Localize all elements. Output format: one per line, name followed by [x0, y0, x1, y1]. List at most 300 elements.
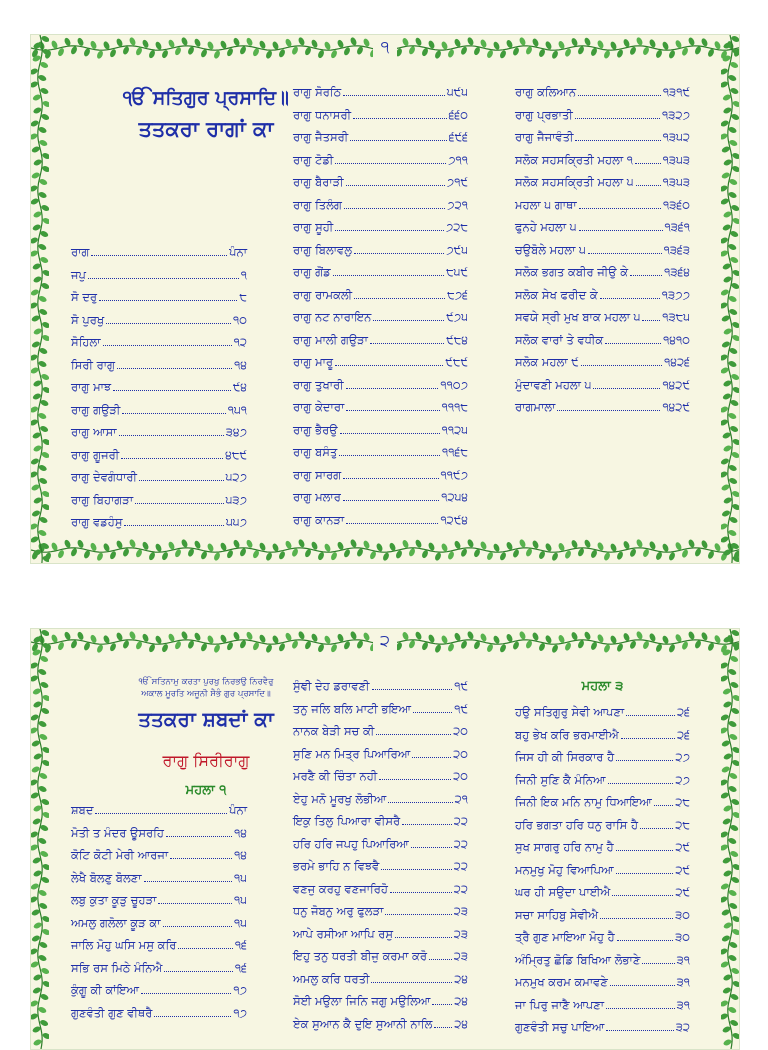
dot-leader [579, 230, 663, 231]
dot-leader [640, 828, 673, 829]
entry-title: ਸਲੋਕ ਸੇਖ ਫਰੀਦ ਕੇ [515, 287, 598, 302]
entry-title: ਹਉ ਸਤਿਗੁਰੁ ਸੇਵੀ ਆਪਣਾ [515, 705, 625, 719]
index-entry [293, 169, 468, 189]
entry-title: ਰਾਗੁ ਕਾਨੜਾ [293, 512, 345, 527]
index-entry [293, 259, 468, 279]
entry-page: ੧੦ [233, 312, 247, 327]
index-entry [293, 304, 468, 324]
dot-leader [429, 959, 452, 960]
dot-leader [178, 948, 233, 949]
index-entry [293, 853, 468, 873]
dot-leader [170, 858, 232, 859]
entry-title: ਧਨੁ ਜੋਬਨੁ ਅਰੁ ਫੁਲੜਾ [293, 904, 384, 918]
entry-page: ੩੦ [675, 930, 690, 944]
dot-leader [600, 298, 660, 299]
entry-page: ੭੨੮ [445, 220, 468, 234]
dot-leader [354, 298, 445, 299]
dot-leader [434, 1027, 452, 1028]
dot-leader [371, 982, 452, 983]
entry-title: ਸਲੋਕ ਮਹਲਾ ੯ [515, 355, 579, 369]
dot-leader [95, 813, 227, 814]
entry-title: ਅਮਲੁ ਗਲੋਲਾ ਕੂੜ ਕਾ [71, 915, 161, 930]
entry-page: ੮੫੯ [446, 265, 468, 279]
dot-leader [588, 253, 662, 254]
entry-page: ੧੫ [233, 893, 247, 907]
entry-title: ਰਾਗੁ ਪ੍ਰਭਾਤੀ [515, 107, 573, 122]
dot-leader [344, 208, 445, 209]
dot-leader [339, 455, 440, 456]
entry-title: ਰਾਗੁ ਮਾਲੀ ਗਉੜਾ [293, 332, 368, 347]
index-entry [515, 147, 690, 167]
entry-page: ੫੨੭ [225, 470, 247, 484]
entry-title: ਸ਼ਬਦ [71, 803, 94, 817]
mahala-heading-1: ਮਹਲਾ ੧ [185, 783, 227, 798]
dot-leader [335, 230, 444, 231]
entry-page: ੧੪੧੦ [663, 332, 690, 347]
dot-leader [579, 208, 661, 209]
entry-page: ੧੩੬੧ [664, 220, 690, 234]
index-entry [293, 282, 468, 302]
index-entry [515, 789, 690, 809]
dot-leader [402, 824, 452, 825]
entry-page: ੫੩੭ [225, 492, 247, 507]
page-number: ੧ [380, 37, 390, 56]
index-entry [515, 992, 690, 1012]
dot-leader [395, 937, 452, 938]
entry-title: ਸੁੰਞੀ ਦੇਹ ਡਰਾਵਣੀ [293, 679, 370, 693]
index-entry [71, 442, 247, 462]
index-entry [71, 419, 247, 439]
vine-border-icon [721, 35, 739, 563]
dot-leader [373, 320, 444, 321]
entry-page: ੧੬ [234, 938, 247, 952]
dot-leader [139, 480, 224, 481]
entry-title: ਰਾਗੁ ਗੂਜਰੀ [71, 447, 120, 462]
index-entry [515, 237, 690, 257]
entry-page: ੭੧੧ [448, 152, 468, 167]
entry-title: ਰਾਗੁ ਗਉੜੀ [71, 402, 121, 417]
entry-page: ੧੩੬੦ [663, 197, 690, 212]
entry-page: ੧੪੨੯ [662, 377, 690, 392]
entry-page: ੨੮ [675, 795, 690, 809]
entry-page: ੫੯੫ [446, 85, 468, 99]
dot-leader [353, 118, 447, 119]
dot-leader [575, 118, 660, 119]
mool-mantar-line-2: ਅਕਾਲ ਮੂਰਤਿ ਅਜੂਨੀ ਸੈਭੰ ਗੁਰ ਪ੍ਰਸਾਦਿ॥ [141, 689, 271, 699]
index-entry [293, 696, 468, 716]
dot-leader [346, 185, 445, 186]
index-entry [71, 865, 247, 885]
entry-page: ੧੩੧੯ [662, 85, 690, 99]
dot-leader [617, 940, 673, 941]
entry-title: ਮਨਮੁਖੁ ਮੋਹੁ ਵਿਆਪਿਆ [515, 862, 614, 877]
entry-title: ਤਨੁ ਜਲਿ ਬਲਿ ਮਾਟੀ ਭਇਆ [293, 701, 412, 716]
dot-leader [372, 689, 453, 690]
entry-page: ੧੯ [454, 701, 468, 716]
entry-page: ੯੮੯ [445, 355, 468, 369]
index-entry [71, 910, 247, 930]
dot-leader [106, 323, 231, 324]
dot-leader [379, 779, 451, 780]
index-entry [515, 304, 690, 324]
dot-leader [630, 275, 662, 276]
entry-title: ਸਿਰੀ ਰਾਗੁ [71, 357, 116, 372]
entry-page: ੧੫ [233, 915, 247, 930]
dot-leader [335, 163, 446, 164]
dot-leader [346, 410, 439, 411]
entry-page: ੧੪੨੬ [664, 355, 690, 369]
entry-page: ੨੩ [453, 949, 468, 963]
entry-title: ਅੰਮ੍ਰਿਤੁ ਛੋਡਿ ਬਿਖਿਆ ਲੋਭਾਣੇ [515, 952, 641, 967]
dot-leader [636, 185, 661, 186]
dot-leader [616, 760, 673, 761]
dot-leader [412, 757, 451, 758]
entry-title: ਰਾਗੁ ਟੋਡੀ [293, 152, 334, 167]
entry-page: ੧੩੫੩ [662, 152, 690, 167]
entry-page: ੬੯੬ [448, 130, 468, 144]
dot-leader [616, 873, 674, 874]
index-entry [515, 124, 690, 144]
mool-mantar-line-1: ੴ ਸਤਿਨਾਮੁ ਕਰਤਾ ਪੁਰਖੁ ਨਿਰਭਉ ਨਿਰਵੈਰੁ [138, 677, 274, 687]
entry-title: ਸੁਖ ਸਾਗਰੁ ਹਰਿ ਨਾਮੁ ਹੈ [515, 840, 614, 854]
index-entry [293, 237, 468, 257]
entry-page: ੭੨੧ [447, 197, 468, 212]
entry-title: ਮਨਮੁਖ ਕਰਮ ਕਮਾਵਣੇ [515, 975, 608, 989]
entry-page: ੨੨ [453, 836, 468, 851]
entry-title: ਸੋਹਿਲਾ [71, 335, 101, 349]
entry-title: ਏਹੁ ਮਨੋ ਮੂਰਖੁ ਲੋਭੀਆ [293, 791, 387, 806]
index-entry [515, 1014, 690, 1034]
entry-title: ਰਾਗੁ ਧਨਾਸਰੀ [293, 107, 352, 122]
entry-title: ਮਰਣੈ ਕੀ ਚਿੰਤਾ ਨਹੀ [293, 769, 378, 783]
entry-title: ਇਕੁ ਤਿਲੁ ਪਿਆਰਾ ਵੀਸਰੈ [293, 814, 401, 828]
dot-leader [121, 458, 223, 459]
vine-border-icon [31, 35, 49, 563]
dot-leader [340, 433, 440, 434]
index-entry [515, 394, 690, 414]
page-title: ਤਤਕਰਾ ਸ਼ਬਦਾਂ ਕਾ [138, 707, 274, 731]
entry-title: ਰਾਗੁ ਮਲਾਰ [293, 490, 341, 504]
entry-page: ੧੧੯੭ [440, 467, 468, 482]
entry-title: ਜਿਨੀ ਇਕ ਮਨਿ ਨਾਮੁ ਧਿਆਇਆ [515, 795, 652, 809]
index-entry [71, 842, 247, 862]
entry-title: ਰਾਗਮਾਲਾ [515, 400, 556, 414]
entry-page: ੮ [239, 290, 247, 304]
entry-page: ੧੪ [234, 825, 247, 840]
index-entry [71, 932, 247, 952]
entry-page: ੧੨ [233, 335, 247, 349]
dot-leader [642, 963, 674, 964]
dot-leader [390, 892, 452, 893]
entry-page: ੧੪ [234, 357, 247, 372]
entry-page: ੬੬੦ [448, 107, 468, 122]
entry-page: ੮੭੬ [447, 287, 468, 302]
entry-title: ਹਰਿ ਹਰਿ ਜਪਹੁ ਪਿਆਰਿਆ [293, 836, 409, 851]
entry-page: ਪੰਨਾ [229, 245, 247, 259]
entry-page: ੪੮੯ [225, 447, 247, 462]
entry-page: ੧੭ [233, 983, 247, 997]
entry-title: ਰਾਗੁ ਸੂਹੀ [293, 220, 334, 234]
index-entry [293, 988, 468, 1008]
entry-page: ੨੩ [453, 904, 468, 918]
index-entry [71, 239, 247, 259]
index-entry [293, 349, 468, 369]
entry-title: ਸਲੋਕ ਭਗਤ ਕਬੀਰ ਜੀਉ ਕੇ [515, 265, 629, 279]
entry-page: ੨੪ [454, 971, 468, 986]
index-entry [293, 808, 468, 828]
entry-title: ਭਰਮੇ ਭਾਹਿ ਨ ਵਿਝਵੈ [293, 859, 380, 873]
dot-leader [119, 435, 224, 436]
index-entry [515, 79, 690, 99]
entry-title: ਜਿਨੀ ਸੁਣਿ ਕੈ ਮੰਨਿਆ [515, 772, 606, 787]
entry-title: ਮੁੰਦਾਵਣੀ ਮਹਲਾ ੫ [515, 377, 592, 392]
entry-title: ਰਾਗ [71, 245, 90, 259]
entry-page: ੨੮ [675, 817, 690, 832]
dot-leader [88, 278, 239, 279]
entry-page: ੯੭੫ [446, 310, 468, 324]
index-entry [515, 969, 690, 989]
index-entry [71, 329, 247, 349]
index-entry [71, 487, 247, 507]
entry-page: ੧੩੫੩ [662, 175, 690, 189]
dot-leader [606, 1008, 675, 1009]
index-entry [515, 767, 690, 787]
dot-leader [117, 368, 232, 369]
entry-title: ਰਾਗੁ ਕਲਿਆਨ [515, 85, 577, 99]
entry-title: ਰਾਗੁ ਨਟ ਨਾਰਾਇਨ [293, 310, 372, 324]
entry-page: ੨੨ [453, 881, 468, 896]
entry-title: ਜਾਲਿ ਮੋਹੁ ਘਸਿ ਮਸੁ ਕਰਿ [71, 938, 177, 952]
index-entry [515, 259, 690, 279]
entry-title: ਫੁਨਹੇ ਮਹਲਾ ੫ [515, 220, 577, 234]
dot-leader [605, 343, 661, 344]
index-entry [71, 262, 247, 282]
index-entry [293, 876, 468, 896]
dot-leader [122, 413, 225, 414]
entry-title: ਸਲੋਕ ਸਹਸਕ੍ਰਿਤੀ ਮਹਲਾ ੧ [515, 152, 634, 167]
dot-leader [343, 95, 445, 96]
entry-title: ਮੋਤੀ ਤ ਮੰਦਰ ਊਸਰਹਿ [71, 825, 164, 840]
entry-page: ੨੦ [453, 746, 468, 761]
entry-page: ੧੧੨੫ [441, 422, 468, 437]
entry-title: ਅਮਲੁ ਕਰਿ ਧਰਤੀ [293, 971, 370, 986]
dot-leader [346, 388, 439, 389]
entry-page: ੨੬ [676, 705, 690, 719]
index-page-shabads [30, 628, 740, 1050]
entry-page: ੧੫ [233, 870, 247, 885]
entry-title: ਹਰਿ ਭਗਤਾ ਹਰਿ ਧਨੁ ਰਾਸਿ ਹੈ [515, 817, 639, 832]
entry-title: ਰਾਗੁ ਸੋਰਠਿ [293, 85, 342, 99]
dot-leader [600, 918, 673, 919]
dot-leader [635, 163, 661, 164]
index-entry [71, 397, 247, 417]
entry-page: ੧੨੫੪ [441, 490, 468, 504]
entry-page: ੨੯ [675, 840, 690, 854]
entry-title: ਤ੍ਰੈ ਗੁਣ ਮਾਇਆ ਮੋਹੁ ਹੈ [515, 930, 615, 944]
entry-page: ੨੦ [453, 769, 468, 783]
index-entry [71, 977, 247, 997]
index-entry [293, 79, 468, 99]
entry-title: ਰਾਗੁ ਗੋਂਡ [293, 265, 331, 279]
dot-leader [354, 253, 444, 254]
entry-title: ਲਬੁ ਕੁਤਾ ਕੂੜੁ ਚੂਹੜਾ [71, 893, 157, 907]
entry-title: ਘਰ ਹੀ ਸਉਦਾ ਪਾਈਐ [515, 885, 611, 899]
dot-leader [608, 783, 674, 784]
dot-leader [154, 1016, 231, 1017]
raag-heading: ਰਾਗੁ ਸਿਰੀਰਾਗੁ [162, 751, 250, 770]
index-entry [293, 372, 468, 392]
dot-leader [343, 478, 438, 479]
index-entry [293, 417, 468, 437]
dot-leader [335, 365, 443, 366]
dot-leader [581, 365, 662, 366]
dot-leader [158, 903, 232, 904]
entry-title: ਰਾਗੁ ਬਸੰਤੁ [293, 445, 338, 459]
index-entry [293, 718, 468, 738]
index-entry [515, 924, 690, 944]
dot-leader [346, 523, 438, 524]
entry-title: ਰਾਗੁ ਜੈਤਸਰੀ [293, 130, 349, 144]
index-entry [71, 820, 247, 840]
dot-leader [413, 712, 452, 713]
dot-leader [350, 140, 447, 141]
entry-title: ਮਹਲਾ ੫ ਗਾਥਾ [515, 197, 577, 212]
dot-leader [376, 734, 451, 735]
entry-title: ਸੋਈ ਮਉਲਾ ਜਿਨਿ ਜਗੁ ਮਉਲਿਆ [293, 994, 431, 1008]
dot-leader [99, 300, 237, 301]
index-entry [515, 722, 690, 742]
dot-leader [164, 971, 233, 972]
entry-title: ਸਵਯੇ ਸ੍ਰੀ ਮੁਖ ਬਾਕ ਮਹਲਾ ੫ [515, 310, 641, 324]
index-entry [293, 102, 468, 122]
entry-title: ਰਾਗੁ ਤਿਲੰਗ [293, 197, 342, 212]
index-entry [293, 898, 468, 918]
entry-title: ਸੋ ਪੁਰਖੁ [71, 312, 105, 327]
index-entry [515, 192, 690, 212]
index-entry [515, 947, 690, 967]
index-entry [515, 214, 690, 234]
dot-leader [610, 985, 675, 986]
dot-leader [370, 343, 444, 344]
entry-title: ਰਾਗੁ ਤੁਖਾਰੀ [293, 377, 344, 392]
index-entry [293, 394, 468, 414]
index-entry [293, 192, 468, 212]
entry-title: ਰਾਗੁ ਬੈਰਾੜੀ [293, 175, 344, 189]
dot-leader [557, 410, 660, 411]
dot-leader [103, 345, 232, 346]
entry-page: ੫੫੭ [226, 515, 247, 529]
page-title: ਤਤਕਰਾ ਰਾਗਾਂ ਕਾ [138, 117, 274, 141]
entry-title: ਜਾ ਪਿਰੁ ਜਾਣੈ ਆਪਣਾ [515, 997, 605, 1012]
index-entry [293, 462, 468, 482]
entry-title: ਰਾਗੁ ਬਿਲਾਵਲੁ [293, 242, 352, 257]
entry-page: ੧੭ [233, 1005, 247, 1020]
dot-leader [113, 390, 231, 391]
vine-border-icon [31, 629, 49, 1049]
index-entry [515, 102, 690, 122]
entry-page: ਪੰਨਾ [229, 803, 247, 817]
dot-leader [385, 914, 451, 915]
entry-title: ਜਿਸ ਹੀ ਕੀ ਸਿਰਕਾਰ ਹੈ [515, 750, 615, 764]
entry-page: ੭੯੫ [446, 242, 468, 257]
dot-leader [388, 802, 452, 803]
entry-page: ੧੧੧੮ [441, 400, 468, 414]
entry-title: ਆਪੇ ਰਸੀਆ ਆਪਿ ਰਸੁ [293, 926, 394, 941]
index-entry [515, 857, 690, 877]
entry-title: ਰਾਗੁ ਆਸਾ [71, 425, 117, 439]
vine-border-icon [31, 537, 739, 563]
index-entry [293, 921, 468, 941]
entry-page: ੨੪ [454, 994, 468, 1008]
entry-title: ਰਾਗੁ ਦੇਵਗੰਧਾਰੀ [71, 470, 138, 484]
entry-page: ੧੪੨੯ [662, 400, 690, 414]
entry-title: ਰਾਗੁ ਸਾਰਗ [293, 467, 342, 482]
dot-leader [91, 255, 227, 256]
entry-title: ਸਲੋਕ ਸਹਸਕ੍ਰਿਤੀ ਮਹਲਾ ੫ [515, 175, 634, 189]
entry-title: ਰਾਗੁ ਭੈਰਉ [293, 422, 338, 437]
entry-title: ਗੁਣਵੰਤੀ ਸਚੁ ਪਾਇਆ [515, 1020, 605, 1034]
index-entry [71, 955, 247, 975]
entry-title: ਸਲੋਕ ਵਾਰਾਂ ਤੇ ਵਧੀਕ [515, 332, 604, 347]
index-entry [515, 372, 690, 392]
entry-page: ੧੧੦੭ [440, 377, 468, 392]
index-entry [71, 509, 247, 529]
index-entry [293, 214, 468, 234]
entry-page: ੨੧ [454, 791, 468, 806]
entry-page: ੧੪ [234, 848, 247, 862]
index-entry [293, 786, 468, 806]
entry-title: ਵਣਜੁ ਕਰਹੁ ਵਣਜਾਰਿਹੋ [293, 881, 388, 896]
entry-title: ਰਾਗੁ ਵਡਹੰਸੁ [71, 515, 123, 529]
index-entry [293, 831, 468, 851]
index-entry [293, 147, 468, 167]
index-entry [293, 966, 468, 986]
index-page-ragas [30, 34, 740, 564]
page-number: ੨ [380, 631, 390, 650]
entry-page: ੧੩੨੭ [662, 107, 690, 122]
dot-leader [621, 738, 675, 739]
entry-title: ਏਕ ਸੁਆਨ ਕੈ ਦੁਇ ਸੁਆਨੀ ਨਾਲਿ [293, 1016, 433, 1031]
dot-leader [141, 993, 231, 994]
index-entry [515, 812, 690, 832]
dot-leader [432, 1004, 452, 1005]
index-entry [293, 507, 468, 527]
entry-page: ੩੧ [676, 952, 690, 967]
dot-leader [381, 869, 451, 870]
entry-page: ੧੩੭੭ [661, 287, 690, 302]
entry-page: ੨੭ [675, 772, 690, 787]
entry-page: ੩੧ [676, 975, 690, 989]
dot-leader [124, 525, 224, 526]
entry-page: ੨੨ [453, 859, 468, 873]
dot-leader [606, 1030, 673, 1031]
entry-page: ੨੯ [675, 885, 690, 899]
entry-page: ੨੯ [675, 862, 690, 877]
index-entry [71, 374, 247, 394]
index-entry [515, 744, 690, 764]
dot-leader [654, 805, 673, 806]
entry-title: ਰਾਗੁ ਜੈਜਾਵੰਤੀ [515, 130, 574, 144]
index-entry [515, 327, 690, 347]
entry-title: ਰਾਗੁ ਬਿਹਾਗੜਾ [71, 492, 134, 507]
entry-title: ਬਹੁ ਭੇਖ ਕਰਿ ਭਰਮਾਈਐ [515, 727, 619, 742]
entry-title: ਕੋਟਿ ਕੋਟੀ ਮੇਰੀ ਆਰਜਾ [71, 848, 169, 862]
index-entry [71, 1000, 247, 1020]
entry-page: ੩੦ [675, 907, 690, 922]
entry-page: ੧੯ [454, 679, 468, 693]
entry-page: ੧੩੬੩ [663, 242, 690, 257]
mahala-heading-3: ਮਹਲਾ ੩ [581, 679, 624, 694]
